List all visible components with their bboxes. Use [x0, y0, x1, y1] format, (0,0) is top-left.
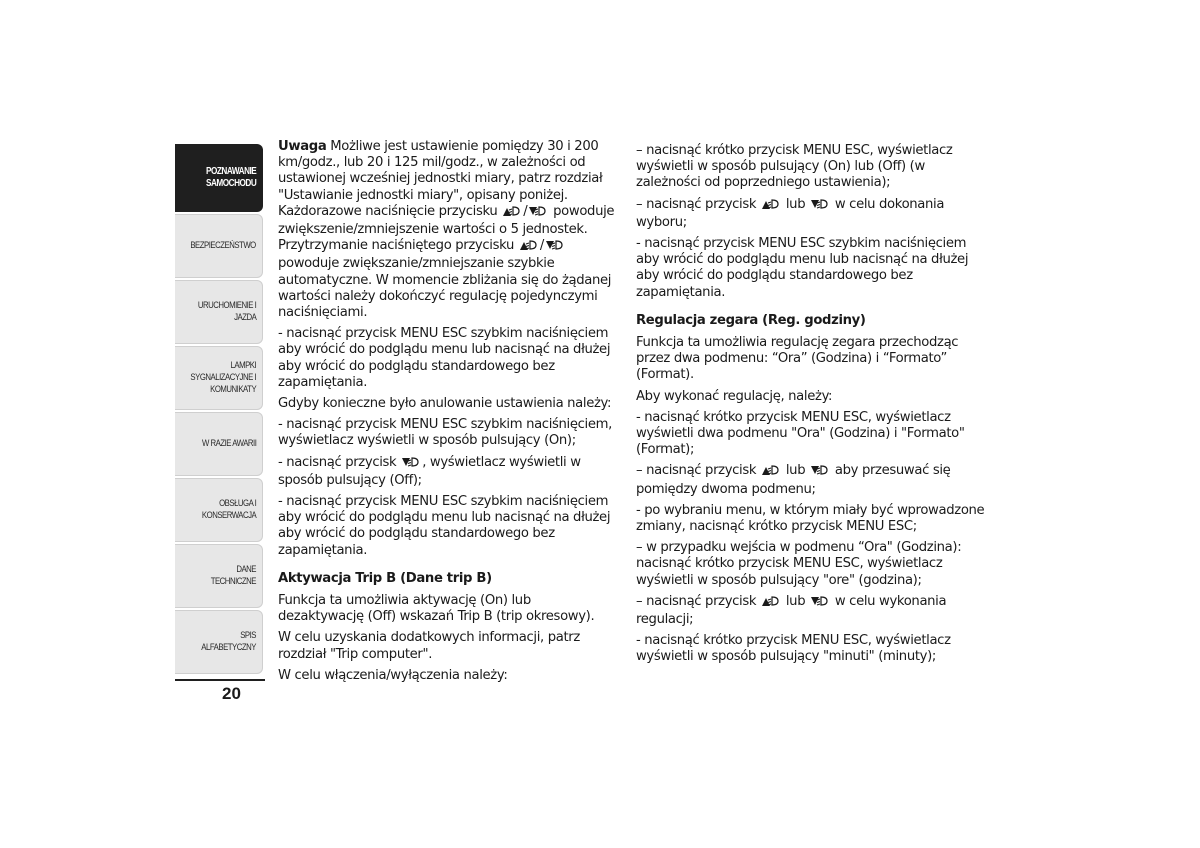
right-column — [636, 143, 986, 671]
light-down-icon — [810, 464, 830, 481]
text: w celu dokonania wyboru; — [636, 196, 945, 230]
tab-underline — [175, 679, 265, 681]
light-up-icon — [519, 239, 539, 256]
text: lub — [782, 463, 810, 479]
section-tabs — [175, 144, 265, 676]
text: – nacisnąć przycisk — [636, 463, 761, 479]
tab-label: W RAZIE AWARII — [201, 438, 256, 449]
text: , wyświetlacz wyświetli w sposób pulsujący (Off); — [278, 454, 581, 488]
paragraph: Funkcja ta umożliwia aktywację (On) lub dezaktywację (Off) wskazań Trip B (trip okresowy). — [278, 593, 595, 625]
paragraph: W celu włączenia/wyłączenia należy: — [278, 667, 508, 683]
light-up-icon — [502, 205, 522, 222]
text: / — [523, 203, 528, 219]
tab-poznawanie-samochodu[interactable] — [175, 144, 263, 212]
light-down-icon — [528, 205, 548, 222]
tab-bezpieczenstwo[interactable] — [175, 214, 263, 278]
text: powoduje zwiększanie/zmniejszanie szybkie automatyczne. W momencie zbliżania się do żądanej wartości należy dokończyć regulację pojedynczymi naciśnięciami. — [278, 256, 612, 321]
paragraph: – w przypadku wejścia w podmenu “Ora" (Godzina): nacisnąć krótko przycisk MENU ESC, wyświetlacz wyświetli w sposób pulsujący "ore" (godzina); — [636, 540, 962, 588]
page-number: 20 — [222, 684, 241, 703]
text: aby przesuwać się pomiędzy dwoma podmenu; — [636, 463, 951, 497]
tab-label: SPIS ALFABETYCZNY — [201, 630, 256, 653]
paragraph — [636, 594, 986, 628]
light-down-icon — [810, 595, 830, 612]
tab-label: URUCHOMIENIE I JAZDA — [197, 300, 256, 323]
text: – nacisnąć przycisk — [636, 196, 761, 212]
tab-obsluga-i-konserwacja[interactable] — [175, 478, 263, 542]
text: lub — [782, 593, 810, 609]
tab-label: DANE TECHNICZNE — [210, 564, 256, 587]
section-heading: Regulacja zegara (Reg. godziny) — [636, 312, 866, 328]
text: w celu wykonania regulacji; — [636, 593, 947, 628]
tab-w-razie-awarii[interactable] — [175, 412, 263, 476]
paragraph: - nacisnąć krótko przycisk MENU ESC, wyświetlacz wyświetli dwa podmenu "Ora" (Godzina) i "Formato" (Format); — [636, 409, 965, 458]
paragraph — [278, 139, 618, 321]
light-up-icon — [761, 198, 781, 215]
tab-label: OBSŁUGA I KONSERWACJA — [201, 498, 256, 521]
light-down-icon — [401, 456, 421, 473]
paragraph: - po wybraniu menu, w którym miały być wprowadzone zmiany, nacisnąć krótko przycisk MENU ESC; — [636, 502, 985, 535]
text: / — [539, 238, 544, 254]
tab-label: LAMPKI SYGNALIZACYJNE I KOMUNIKATY — [190, 360, 256, 395]
tab-label: POZNAWANIE SAMOCHODU — [205, 166, 256, 189]
section-heading: Aktywacja Trip B (Dane trip B) — [278, 570, 492, 586]
tab-lampki-sygnalizacyjne[interactable] — [175, 346, 263, 410]
text: – nacisnąć przycisk — [636, 593, 761, 609]
tab-label: BEZPIECZEŃSTWO — [190, 240, 256, 251]
light-down-icon — [810, 198, 830, 215]
paragraph: Gdyby konieczne było anulowanie ustawienia należy: — [278, 396, 612, 412]
tab-spis-alfabetyczny[interactable] — [175, 610, 263, 674]
paragraph — [636, 463, 986, 497]
text: - nacisnąć przycisk — [278, 454, 401, 470]
tab-dane-techniczne[interactable] — [175, 544, 263, 608]
light-up-icon — [761, 464, 781, 481]
paragraph: - nacisnąć przycisk MENU ESC szybkim naciśnięciem aby wrócić do podglądu menu lub nacisnąć na dłużej aby wrócić do podglądu standardowego bez zapamiętania. — [278, 326, 611, 390]
text: Możliwe jest ustawienie pomiędzy 30 i 200 km/godz., lub 20 i 125 mil/godz., w zależności od ustawionej wcześniej jednostki miary, patrz rozdział "Ustawianie jednostki miary", opisany poniżej. Każdorazowe naciśnięcie przycisku — [278, 139, 603, 219]
note-lead: Uwaga — [278, 139, 327, 154]
paragraph: - nacisnąć przycisk MENU ESC szybkim naciśnięciem, wyświetlacz wyświetli w sposób pulsujący (On); — [278, 417, 612, 449]
paragraph — [278, 455, 618, 489]
paragraph: Aby wykonać regulację, należy: — [636, 388, 833, 404]
light-down-icon — [545, 239, 565, 256]
light-up-icon — [761, 595, 781, 612]
paragraph: - nacisnąć krótko przycisk MENU ESC, wyświetlacz wyświetli w sposób pulsujący "minuti" (minuty); — [636, 633, 951, 665]
paragraph: – nacisnąć krótko przycisk MENU ESC, wyświetlacz wyświetli w sposób pulsujący (On) lub (Off) (w zależności od poprzedniego ustawienia); — [636, 143, 953, 191]
paragraph: W celu uzyskania dodatkowych informacji, patrz rozdział "Trip computer". — [278, 630, 580, 662]
left-column — [278, 139, 618, 689]
paragraph — [636, 197, 986, 231]
tab-uruchomienie-i-jazda[interactable] — [175, 280, 263, 344]
paragraph: Funkcja ta umożliwia regulację zegara przechodząc przez dwa podmenu: “Ora” (Godzina) i “Formato” (Format). — [636, 335, 959, 383]
text: powoduje zwiększenie/zmniejszenie wartości o 5 jednostek. Przytrzymanie naciśniętego przycisku — [278, 203, 615, 254]
paragraph: - nacisnąć przycisk MENU ESC szybkim naciśnięciem aby wrócić do podglądu menu lub nacisnąć na dłużej aby wrócić do podglądu standardowego bez zapamiętania. — [278, 494, 611, 558]
paragraph: - nacisnąć przycisk MENU ESC szybkim naciśnięciem aby wrócić do podglądu menu lub nacisnąć na dłużej aby wrócić do podglądu standardowego bez zapamiętania. — [636, 236, 969, 300]
text: lub — [782, 196, 810, 212]
